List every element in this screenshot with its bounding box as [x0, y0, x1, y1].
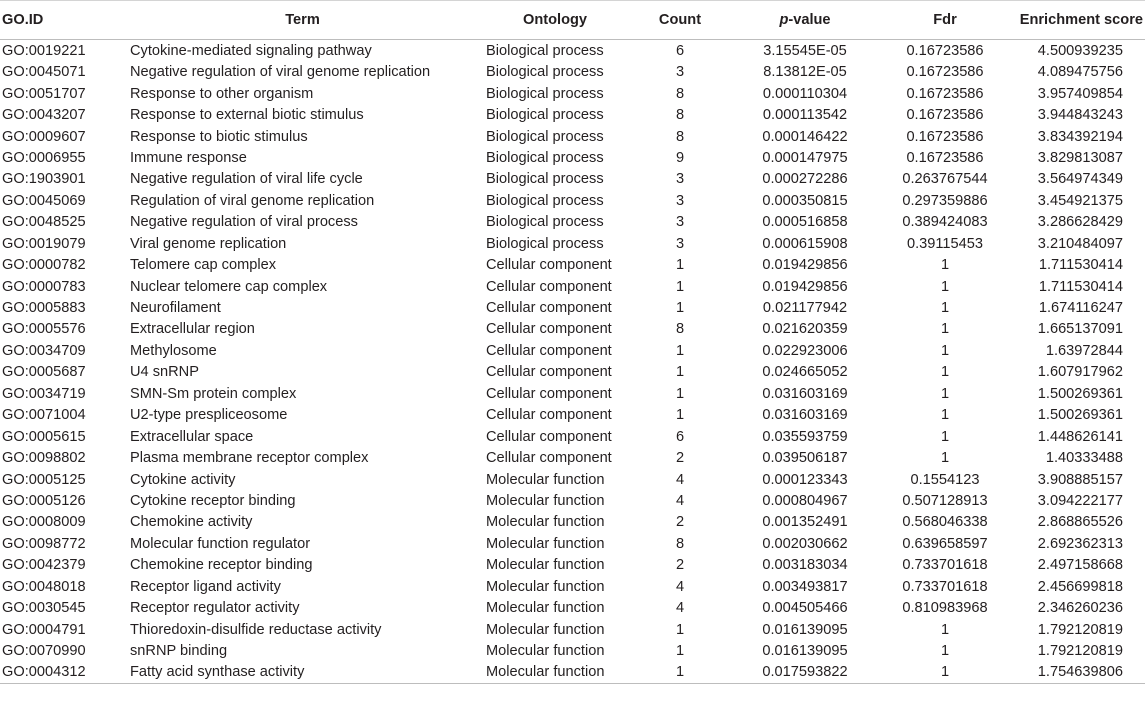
go-id-cell: GO:0034709 — [2, 342, 86, 359]
term-cell: Telomere cap complex — [130, 257, 277, 274]
count-cell: 8 — [675, 85, 685, 102]
pvalue-cell: 0.000146422 — [762, 128, 848, 145]
count-cell: 8 — [675, 535, 685, 552]
ontology-cell: Biological process — [486, 107, 604, 124]
ontology-cell: Biological process — [486, 214, 604, 231]
table-row — [0, 319, 1145, 340]
enrichment-score-cell: 1.754639806 — [1037, 664, 1123, 681]
enrichment-score-cell: 2.692362313 — [1037, 535, 1123, 552]
term-cell: Response to biotic stimulus — [130, 128, 308, 145]
table-row — [0, 577, 1145, 598]
header-row — [0, 1, 1145, 40]
fdr-cell: 0.733701618 — [902, 578, 988, 595]
fdr-cell: 0.16723586 — [906, 107, 984, 124]
count-cell: 1 — [675, 643, 685, 660]
fdr-cell: 0.568046338 — [902, 514, 988, 531]
fdr-cell: 1 — [940, 278, 950, 295]
go-id-cell: GO:0005615 — [2, 428, 86, 445]
count-cell: 1 — [675, 621, 685, 638]
pvalue-cell: 0.000147975 — [762, 149, 848, 166]
pvalue-cell: 0.031603169 — [762, 407, 848, 424]
table-row — [0, 491, 1145, 512]
ontology-cell: Cellular component — [486, 300, 612, 317]
fdr-cell: 1 — [940, 428, 950, 445]
term-cell: Cytokine activity — [130, 471, 236, 488]
term-cell: Regulation of viral genome replication — [130, 192, 375, 209]
table-row — [0, 276, 1145, 297]
term-cell: Response to external biotic stimulus — [130, 107, 364, 124]
count-cell: 3 — [675, 64, 685, 81]
pvalue-cell: 0.022923006 — [762, 342, 848, 359]
pvalue-cell: 0.000113542 — [762, 107, 848, 124]
enrichment-score-cell: 3.957409854 — [1037, 85, 1123, 102]
fdr-cell: 1 — [940, 257, 950, 274]
enrichment-score-cell: 2.868865526 — [1037, 514, 1123, 531]
go-id-cell: GO:0004312 — [2, 664, 86, 681]
pvalue-cell: 0.024665052 — [762, 364, 848, 381]
table-row — [0, 662, 1145, 684]
table-row — [0, 641, 1145, 662]
count-cell: 1 — [675, 342, 685, 359]
ontology-cell: Molecular function — [486, 600, 605, 617]
pvalue-cell: 0.021177942 — [762, 300, 848, 317]
table-row — [0, 534, 1145, 555]
count-cell: 1 — [675, 407, 685, 424]
count-cell: 2 — [675, 514, 685, 531]
count-cell: 8 — [675, 128, 685, 145]
go-id-cell: GO:0000782 — [2, 257, 86, 274]
table-row — [0, 255, 1145, 276]
fdr-cell: 0.16723586 — [906, 85, 984, 102]
term-cell: Chemokine receptor binding — [130, 557, 313, 574]
pvalue-cell: 3.15545E-05 — [763, 43, 847, 59]
enrichment-score-cell: 3.829813087 — [1037, 149, 1123, 166]
table-row — [0, 426, 1145, 447]
term-cell: Receptor ligand activity — [130, 578, 281, 595]
ontology-cell: Biological process — [486, 85, 604, 102]
table-row — [0, 126, 1145, 147]
pvalue-cell: 0.039506187 — [762, 450, 848, 467]
enrichment-score-cell: 1.665137091 — [1037, 321, 1123, 338]
ontology-cell: Molecular function — [486, 578, 605, 595]
term-cell: Cytokine receptor binding — [130, 492, 296, 509]
count-cell: 4 — [675, 492, 685, 509]
fdr-cell: 1 — [940, 621, 950, 638]
count-cell: 4 — [675, 600, 685, 617]
enrichment-score-cell: 3.210484097 — [1037, 235, 1123, 252]
ontology-cell: Cellular component — [486, 278, 612, 295]
pvalue-cell: 0.019429856 — [762, 257, 848, 274]
header-pvalue — [730, 1, 880, 40]
pvalue-cell: 0.000123343 — [762, 471, 848, 488]
header-ontology: Ontology — [522, 12, 588, 28]
count-cell: 9 — [675, 149, 685, 166]
fdr-cell: 1 — [940, 342, 950, 359]
fdr-cell: 0.16723586 — [906, 128, 984, 145]
count-cell: 1 — [675, 364, 685, 381]
table-row — [0, 512, 1145, 533]
ontology-cell: Molecular function — [486, 557, 605, 574]
go-id-cell: GO:0034719 — [2, 385, 86, 402]
enrichment-score-cell: 3.454921375 — [1037, 192, 1123, 209]
pvalue-cell: 0.016139095 — [762, 643, 848, 660]
count-cell: 1 — [675, 664, 685, 681]
table-row — [0, 298, 1145, 319]
header-count: Count — [658, 12, 702, 28]
enrichment-score-cell: 3.094222177 — [1037, 492, 1123, 509]
enrichment-score-cell: 1.792120819 — [1037, 621, 1123, 638]
pvalue-cell: 0.002030662 — [762, 535, 848, 552]
go-id-cell: GO:0000783 — [2, 278, 86, 295]
pvalue-cell: 0.035593759 — [762, 428, 848, 445]
pvalue-cell: 0.019429856 — [762, 278, 848, 295]
ontology-cell: Molecular function — [486, 514, 605, 531]
ontology-cell: Cellular component — [486, 428, 612, 445]
pvalue-cell: 0.000350815 — [762, 192, 848, 209]
go-id-cell: GO:0005883 — [2, 300, 86, 317]
term-cell: U4 snRNP — [130, 364, 199, 381]
ontology-cell: Biological process — [486, 43, 604, 59]
count-cell: 2 — [675, 450, 685, 467]
term-cell: SMN-Sm protein complex — [130, 385, 297, 402]
enrichment-score-cell: 3.908885157 — [1037, 471, 1123, 488]
fdr-cell: 0.297359886 — [902, 192, 988, 209]
count-cell: 4 — [675, 471, 685, 488]
term-cell: Immune response — [130, 149, 247, 166]
go-id-cell: GO:0005125 — [2, 471, 86, 488]
ontology-cell: Molecular function — [486, 664, 605, 681]
go-id-cell: GO:0005126 — [2, 492, 86, 509]
count-cell: 4 — [675, 578, 685, 595]
term-cell: Fatty acid synthase activity — [130, 664, 305, 681]
go-id-cell: GO:0043207 — [2, 107, 86, 124]
ontology-cell: Cellular component — [486, 257, 612, 274]
term-cell: Negative regulation of viral genome replication — [130, 64, 431, 81]
term-cell: Nuclear telomere cap complex — [130, 278, 328, 295]
ontology-cell: Biological process — [486, 235, 604, 252]
term-cell: Extracellular space — [130, 428, 254, 445]
ontology-cell: Molecular function — [486, 621, 605, 638]
term-cell: Methylosome — [130, 342, 217, 359]
table-row — [0, 234, 1145, 255]
enrichment-score-cell: 1.448626141 — [1037, 428, 1123, 445]
pvalue-cell: 8.13812E-05 — [763, 64, 847, 81]
term-cell: Receptor regulator activity — [130, 600, 300, 617]
ontology-cell: Molecular function — [486, 471, 605, 488]
go-id-cell: GO:0008009 — [2, 514, 86, 531]
fdr-cell: 0.810983968 — [902, 600, 988, 617]
pvalue-cell: 0.031603169 — [762, 385, 848, 402]
term-cell: Negative regulation of viral life cycle — [130, 171, 363, 188]
go-id-cell: GO:0045069 — [2, 192, 86, 209]
table-row — [0, 405, 1145, 426]
count-cell: 6 — [675, 43, 685, 59]
enrichment-score-cell: 1.500269361 — [1037, 385, 1123, 402]
ontology-cell: Cellular component — [486, 321, 612, 338]
count-cell: 3 — [675, 171, 685, 188]
fdr-cell: 0.39115453 — [906, 235, 984, 252]
pvalue-cell: 0.003183034 — [762, 557, 848, 574]
pvalue-cell: 0.017593822 — [762, 664, 848, 681]
enrichment-score-cell: 1.792120819 — [1037, 643, 1123, 660]
ontology-cell: Molecular function — [486, 492, 605, 509]
pvalue-cell: 0.003493817 — [762, 578, 848, 595]
count-cell: 6 — [675, 428, 685, 445]
enrichment-score-cell: 3.834392194 — [1037, 128, 1123, 145]
pvalue-cell: 0.000804967 — [762, 492, 848, 509]
count-cell: 1 — [675, 257, 685, 274]
go-id-cell: GO:0009607 — [2, 128, 86, 145]
enrichment-score-cell: 1.711530414 — [1038, 278, 1123, 295]
fdr-cell: 1 — [940, 321, 950, 338]
count-cell: 3 — [675, 192, 685, 209]
pvalue-cell: 0.000615908 — [762, 235, 848, 252]
enrichment-score-cell: 2.346260236 — [1037, 600, 1123, 617]
term-cell: Response to other organism — [130, 85, 314, 102]
count-cell: 8 — [675, 107, 685, 124]
table-row — [0, 83, 1145, 104]
fdr-cell: 0.16723586 — [906, 64, 984, 81]
table-row — [0, 341, 1145, 362]
header-pvalue-suffix: -value — [788, 12, 831, 28]
ontology-cell: Cellular component — [486, 450, 612, 467]
fdr-cell: 0.389424083 — [902, 214, 988, 231]
fdr-cell: 0.639658597 — [902, 535, 988, 552]
ontology-cell: Cellular component — [486, 407, 612, 424]
count-cell: 1 — [675, 300, 685, 317]
go-id-cell: GO:0042379 — [2, 557, 86, 574]
go-id-cell: GO:0051707 — [2, 85, 86, 102]
pvalue-cell: 0.004505466 — [762, 600, 848, 617]
term-cell: snRNP binding — [130, 643, 228, 660]
enrichment-score-cell: 1.500269361 — [1037, 407, 1123, 424]
go-id-cell: GO:0070990 — [2, 643, 86, 660]
table-row — [0, 619, 1145, 640]
ontology-cell: Cellular component — [486, 342, 612, 359]
term-cell: Negative regulation of viral process — [130, 214, 358, 231]
enrichment-score-cell: 4.089475756 — [1037, 64, 1123, 81]
count-cell: 1 — [675, 385, 685, 402]
go-id-cell: GO:0048018 — [2, 578, 86, 595]
header-go-id: GO.ID — [2, 12, 44, 28]
table-row — [0, 191, 1145, 212]
table-row — [0, 105, 1145, 126]
count-cell: 3 — [675, 235, 685, 252]
fdr-cell: 0.16723586 — [906, 149, 984, 166]
ontology-cell: Molecular function — [486, 643, 605, 660]
pvalue-cell: 0.021620359 — [762, 321, 848, 338]
go-id-cell: GO:0098772 — [2, 535, 86, 552]
enrichment-score-cell: 1.40333488 — [1045, 450, 1123, 467]
table-row — [0, 212, 1145, 233]
header-enrichment-score: Enrichment score — [1019, 12, 1143, 28]
enrichment-score-cell: 1.607917962 — [1037, 364, 1123, 381]
table-row — [0, 598, 1145, 619]
count-cell: 2 — [675, 557, 685, 574]
go-id-cell: GO:1903901 — [2, 171, 86, 188]
table-row — [0, 469, 1145, 490]
enrichment-score-cell: 1.674116247 — [1038, 300, 1123, 317]
table-row — [0, 169, 1145, 190]
table-row — [0, 555, 1145, 576]
fdr-cell: 1 — [940, 450, 950, 467]
go-id-cell: GO:0071004 — [2, 407, 86, 424]
go-id-cell: GO:0098802 — [2, 450, 86, 467]
ontology-cell: Biological process — [486, 128, 604, 145]
enrichment-score-cell: 2.456699818 — [1037, 578, 1123, 595]
enrichment-score-cell: 1.711530414 — [1038, 257, 1123, 274]
enrichment-score-cell: 3.944843243 — [1037, 107, 1123, 124]
table-header — [0, 1, 1145, 40]
table-body — [0, 40, 1145, 684]
fdr-cell: 0.507128913 — [902, 492, 988, 509]
term-cell: Plasma membrane receptor complex — [130, 450, 369, 467]
table-row — [0, 148, 1145, 169]
pvalue-cell: 0.000516858 — [762, 214, 848, 231]
pvalue-cell: 0.016139095 — [762, 621, 848, 638]
go-id-cell: GO:0030545 — [2, 600, 86, 617]
go-id-cell: GO:0005576 — [2, 321, 86, 338]
fdr-cell: 0.16723586 — [906, 43, 984, 59]
header-pvalue-p: p — [779, 12, 789, 28]
fdr-cell: 0.263767544 — [902, 171, 988, 188]
count-cell: 3 — [675, 214, 685, 231]
go-id-cell: GO:0048525 — [2, 214, 86, 231]
table-row — [0, 448, 1145, 469]
term-cell: Extracellular region — [130, 321, 255, 338]
term-cell: Molecular function regulator — [130, 535, 311, 552]
table-row — [0, 384, 1145, 405]
count-cell: 1 — [675, 278, 685, 295]
fdr-cell: 1 — [940, 643, 950, 660]
go-id-cell: GO:0005687 — [2, 364, 86, 381]
table-row — [0, 62, 1145, 83]
go-id-cell: GO:0019079 — [2, 235, 86, 252]
go-id-cell: GO:0019221 — [2, 43, 86, 59]
term-cell: Viral genome replication — [130, 235, 287, 252]
term-cell: Thioredoxin-disulfide reductase activity — [130, 621, 382, 638]
fdr-cell: 0.733701618 — [902, 557, 988, 574]
fdr-cell: 1 — [940, 664, 950, 681]
enrichment-score-cell: 4.500939235 — [1037, 43, 1123, 59]
ontology-cell: Biological process — [486, 192, 604, 209]
term-cell: Chemokine activity — [130, 514, 253, 531]
pvalue-cell: 0.001352491 — [762, 514, 848, 531]
ontology-cell: Cellular component — [486, 385, 612, 402]
enrichment-score-cell: 2.497158668 — [1037, 557, 1123, 574]
enrichment-score-cell: 3.564974349 — [1037, 171, 1123, 188]
fdr-cell: 1 — [940, 300, 950, 317]
term-cell: Cytokine-mediated signaling pathway — [130, 43, 372, 59]
table-row — [0, 40, 1145, 63]
enrichment-score-cell: 1.63972844 — [1045, 342, 1123, 359]
pvalue-cell: 0.000272286 — [762, 171, 848, 188]
go-id-cell: GO:0006955 — [2, 149, 86, 166]
term-cell: Neurofilament — [130, 300, 221, 317]
go-id-cell: GO:0004791 — [2, 621, 86, 638]
ontology-cell: Molecular function — [486, 535, 605, 552]
header-term: Term — [285, 12, 320, 28]
fdr-cell: 1 — [940, 407, 950, 424]
ontology-cell: Biological process — [486, 64, 604, 81]
enrichment-score-cell: 3.286628429 — [1037, 214, 1123, 231]
ontology-cell: Cellular component — [486, 364, 612, 381]
go-id-cell: GO:0045071 — [2, 64, 86, 81]
header-fdr: Fdr — [933, 12, 957, 28]
ontology-cell: Biological process — [486, 171, 604, 188]
term-cell: U2-type prespliceosome — [130, 407, 288, 424]
table-row — [0, 362, 1145, 383]
fdr-cell: 0.1554123 — [910, 471, 980, 488]
fdr-cell: 1 — [940, 364, 950, 381]
pvalue-cell: 0.000110304 — [762, 85, 848, 102]
ontology-cell: Biological process — [486, 149, 604, 166]
fdr-cell: 1 — [940, 385, 950, 402]
count-cell: 8 — [675, 321, 685, 338]
